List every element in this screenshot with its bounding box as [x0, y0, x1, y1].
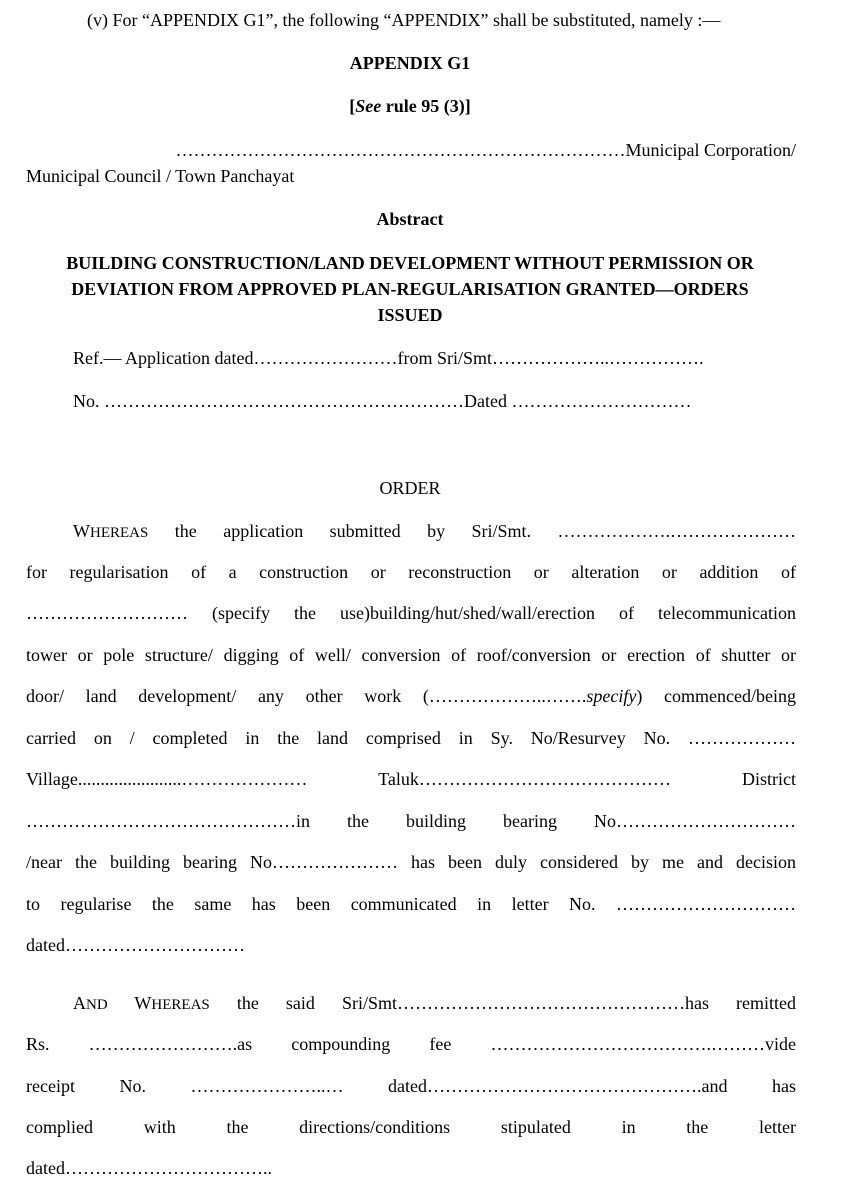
para2-line-2: Rs. …………………….as compounding fee ……………………………….………vide — [26, 1034, 796, 1054]
rule-reference-see: See — [355, 96, 382, 116]
abstract-heading: Abstract — [376, 209, 444, 229]
order-heading: ORDER — [379, 478, 441, 498]
para2-line-3: receipt No. …………………..… dated……………………………………….and has — [26, 1076, 796, 1096]
para2-line-1 — [73, 992, 796, 1016]
whereas-rest: HEREAS — [90, 525, 149, 541]
para1-line-3: ……………………… (specify the use)building/hut/shed/wall/erection of telecommunication — [26, 603, 796, 623]
para2-line-4: complied with the directions/conditions stipulated in the letter — [26, 1117, 796, 1137]
number-dated-line: No. ……………………………………………………Dated ………………………… — [73, 391, 692, 411]
para1-line-5-pre: door/ land development/ any other work (………………..……. — [26, 686, 587, 706]
whereas2-rest: HEREAS — [151, 997, 210, 1013]
specify-italic: specify — [586, 686, 637, 706]
rule-reference-suffix: rule 95 (3)] — [381, 96, 471, 116]
authority-line-1: …………………………………………………………………Municipal Corporation/ — [175, 140, 796, 160]
rule-reference-prefix: [ — [349, 96, 356, 116]
intro-line: (v) For “APPENDIX G1”, the following “APPENDIX” shall be substituted, namely :— — [87, 10, 721, 30]
para2-line-1-text: the said Sri/Smt…………………………………………has remitted — [209, 993, 796, 1013]
para2-line-5: dated…………………………….. — [26, 1158, 272, 1178]
para1-line-8: ………………………………………in the building bearing No………………………… — [26, 811, 796, 831]
para1-line-10: to regularise the same has been communicated in letter No. ………………………… — [26, 894, 796, 914]
subject-line-1: BUILDING CONSTRUCTION/LAND DEVELOPMENT WITHOUT PERMISSION OR — [66, 253, 754, 273]
appendix-title: APPENDIX G1 — [349, 53, 471, 73]
para1-line-11: dated………………………… — [26, 935, 245, 955]
whereas2-initial: W — [134, 993, 152, 1013]
subject-line-2: DEVIATION FROM APPROVED PLAN-REGULARISATION GRANTED—ORDERS — [71, 279, 749, 299]
subject-line-3: ISSUED — [377, 305, 443, 325]
para1-line-4: tower or pole structure/ digging of well/ conversion of roof/conversion or erection of shutter or — [26, 645, 796, 665]
para1-line-7: Village.......................………………… Taluk…………………………………… District — [26, 769, 796, 789]
authority-line-2: Municipal Council / Town Panchayat — [26, 166, 295, 186]
and-rest: ND — [86, 997, 108, 1013]
reference-line: Ref.— Application dated……………………from Sri/Smt………………..……………. — [73, 348, 704, 368]
para1-line-6: carried on / completed in the land comprised in Sy. No/Resurvey No. ……………… — [26, 728, 796, 748]
para1-line-5-post: ) commenced/being — [636, 686, 796, 706]
rule-reference — [0, 95, 820, 117]
para1-line-1-text: the application submitted by Sri/Smt. ……………….………………… — [148, 521, 796, 541]
para1-line-9: /near the building bearing No………………… has been duly considered by me and decision — [26, 852, 796, 872]
para1-line-2: for regularisation of a construction or reconstruction or alteration or addition of — [26, 562, 796, 582]
para1-line-1 — [73, 520, 796, 544]
para1-line-5 — [26, 685, 796, 707]
whereas-initial: W — [73, 521, 90, 541]
and-initial: A — [73, 993, 86, 1013]
